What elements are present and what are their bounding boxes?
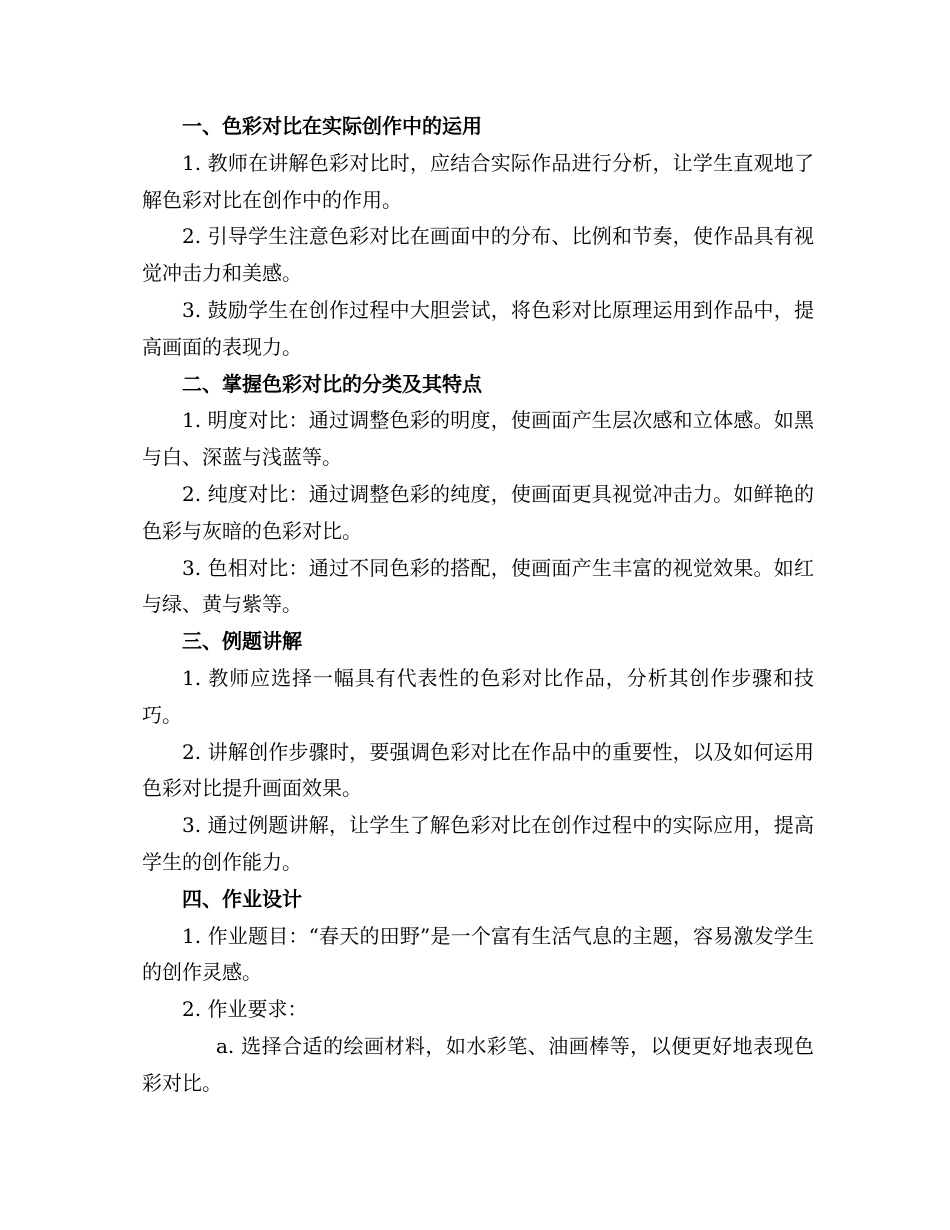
section-2-item-3: 3. 色相对比：通过不同色彩的搭配，使画面产生丰富的视觉效果。如红与绿、黄与紫等。 xyxy=(142,555,814,617)
section-4-item-2: 2. 作业要求： xyxy=(182,997,308,1022)
section-4-item-1: 1. 作业题目：“春天的田野”是一个富有生活气息的主题，容易激发学生的创作灵感。 xyxy=(142,923,814,985)
section-2-item-2: 2. 纯度对比：通过调整色彩的纯度，使画面更具视觉冲击力。如鲜艳的色彩与灰暗的色彩对比。 xyxy=(142,481,814,543)
section-heading-2: 二、掌握色彩对比的分类及其特点 xyxy=(182,371,482,396)
section-3-item-2: 2. 讲解创作步骤时，要强调色彩对比在作品中的重要性，以及如何运用色彩对比提升画面效果。 xyxy=(142,739,814,801)
section-heading-3: 三、例题讲解 xyxy=(182,629,302,654)
section-4-subitem-a: a. 选择合适的绘画材料，如水彩笔、油画棒等，以便更好地表现色彩对比。 xyxy=(142,1033,814,1095)
section-2-item-1: 1. 明度对比：通过调整色彩的明度，使画面产生层次感和立体感。如黑与白、深蓝与浅蓝等。 xyxy=(142,408,814,470)
document-body xyxy=(142,108,814,1102)
section-1-item-3: 3. 鼓励学生在创作过程中大胆尝试，将色彩对比原理运用到作品中，提高画面的表现力。 xyxy=(142,297,814,359)
section-1-item-2: 2. 引导学生注意色彩对比在画面中的分布、比例和节奏，使作品具有视觉冲击力和美感。 xyxy=(142,224,814,286)
section-3-item-1: 1. 教师应选择一幅具有代表性的色彩对比作品，分析其创作步骤和技巧。 xyxy=(142,665,814,727)
section-1-item-1: 1. 教师在讲解色彩对比时，应结合实际作品进行分析，让学生直观地了解色彩对比在创作中的作用。 xyxy=(142,150,814,212)
section-heading-4: 四、作业设计 xyxy=(182,886,302,911)
section-heading-1: 一、色彩对比在实际创作中的运用 xyxy=(182,114,482,138)
section-3-item-3: 3. 通过例题讲解，让学生了解色彩对比在创作过程中的实际应用，提高学生的创作能力。 xyxy=(142,813,814,874)
